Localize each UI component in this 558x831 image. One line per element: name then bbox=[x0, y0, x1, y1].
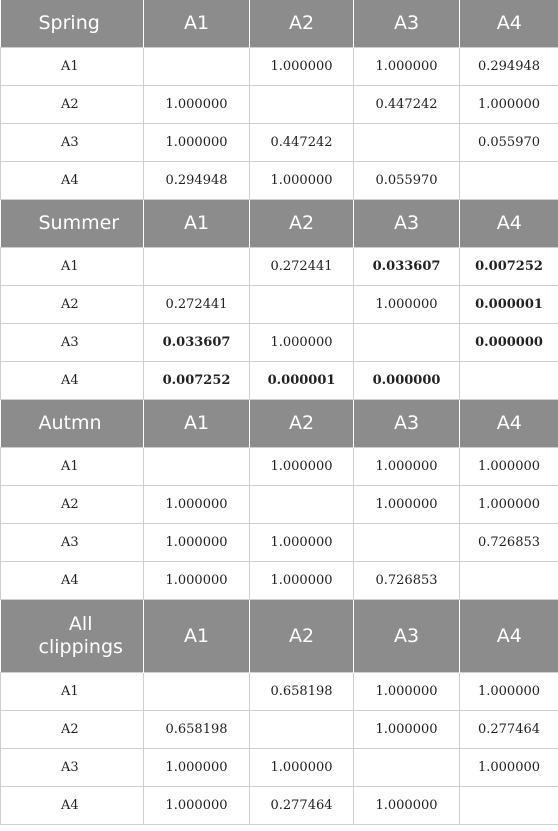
table-row bbox=[1, 673, 558, 711]
row-label: A3 bbox=[1, 124, 144, 162]
section-title-line: clippings bbox=[38, 636, 123, 658]
p-value-cell bbox=[144, 48, 250, 86]
row-label: A4 bbox=[1, 162, 144, 200]
table-row bbox=[1, 562, 558, 600]
column-header: A1 bbox=[144, 400, 250, 448]
p-value-cell: 0.033607 bbox=[144, 324, 250, 362]
column-header: A3 bbox=[354, 200, 460, 248]
p-value-cell: 0.277464 bbox=[460, 711, 558, 749]
row-label: A4 bbox=[1, 362, 144, 400]
p-value-cell: 1.000000 bbox=[250, 448, 354, 486]
column-header: A2 bbox=[250, 200, 354, 248]
p-value-cell: 0.447242 bbox=[354, 86, 460, 124]
section-title-line: All bbox=[68, 613, 93, 635]
column-header: A2 bbox=[250, 400, 354, 448]
p-value-cell: 0.294948 bbox=[460, 48, 558, 86]
section-header-row bbox=[1, 600, 558, 673]
row-label: A4 bbox=[1, 562, 144, 600]
row-label: A2 bbox=[1, 486, 144, 524]
p-value-cell bbox=[250, 86, 354, 124]
p-value-cell: 0.658198 bbox=[144, 711, 250, 749]
p-value-cell: 0.272441 bbox=[250, 248, 354, 286]
p-value-cell: 0.726853 bbox=[460, 524, 558, 562]
p-value-cell: 1.000000 bbox=[460, 673, 558, 711]
p-value-cell: 0.277464 bbox=[250, 787, 354, 825]
p-value-cell: 0.055970 bbox=[354, 162, 460, 200]
p-value-cell: 1.000000 bbox=[354, 48, 460, 86]
p-value-cell bbox=[144, 448, 250, 486]
p-value-cell: 1.000000 bbox=[460, 86, 558, 124]
row-label: A3 bbox=[1, 524, 144, 562]
table-row bbox=[1, 448, 558, 486]
section-title: Spring bbox=[1, 0, 144, 48]
p-value-cell: 1.000000 bbox=[250, 324, 354, 362]
p-value-cell: 1.000000 bbox=[354, 711, 460, 749]
column-header: A4 bbox=[460, 600, 558, 673]
p-value-cell: 1.000000 bbox=[354, 673, 460, 711]
section-header-row bbox=[1, 400, 558, 448]
row-label: A4 bbox=[1, 787, 144, 825]
p-value-cell: 0.000000 bbox=[460, 324, 558, 362]
table-row bbox=[1, 362, 558, 400]
column-header: A1 bbox=[144, 200, 250, 248]
row-label: A2 bbox=[1, 286, 144, 324]
table-row bbox=[1, 48, 558, 86]
p-value-cell: 1.000000 bbox=[460, 486, 558, 524]
p-value-cell: 1.000000 bbox=[144, 124, 250, 162]
p-value-cell: 0.447242 bbox=[250, 124, 354, 162]
p-value-cell bbox=[354, 124, 460, 162]
p-value-cell bbox=[250, 711, 354, 749]
p-value-cell: 0.055970 bbox=[460, 124, 558, 162]
table-row bbox=[1, 162, 558, 200]
row-label: A1 bbox=[1, 248, 144, 286]
p-value-cell bbox=[460, 562, 558, 600]
column-header: A3 bbox=[354, 400, 460, 448]
table-row bbox=[1, 286, 558, 324]
table-row bbox=[1, 486, 558, 524]
p-value-cell: 1.000000 bbox=[144, 524, 250, 562]
table-row bbox=[1, 248, 558, 286]
p-value-cell: 0.272441 bbox=[144, 286, 250, 324]
p-value-cell bbox=[460, 787, 558, 825]
table-row bbox=[1, 711, 558, 749]
table-row bbox=[1, 749, 558, 787]
table-row bbox=[1, 324, 558, 362]
p-value-cell: 1.000000 bbox=[144, 86, 250, 124]
p-value-cell: 0.007252 bbox=[144, 362, 250, 400]
row-label: A2 bbox=[1, 711, 144, 749]
section-header-row bbox=[1, 0, 558, 48]
column-header: A3 bbox=[354, 600, 460, 673]
column-header: A2 bbox=[250, 600, 354, 673]
p-value-cell: 1.000000 bbox=[144, 749, 250, 787]
table-row bbox=[1, 86, 558, 124]
p-value-cell: 1.000000 bbox=[250, 48, 354, 86]
p-value-cell: 1.000000 bbox=[144, 486, 250, 524]
p-value-cell bbox=[144, 673, 250, 711]
column-header: A2 bbox=[250, 0, 354, 48]
p-value-cell bbox=[250, 286, 354, 324]
p-value-cell: 1.000000 bbox=[460, 448, 558, 486]
p-value-cell bbox=[460, 362, 558, 400]
column-header: A1 bbox=[144, 0, 250, 48]
p-value-cell: 0.294948 bbox=[144, 162, 250, 200]
row-label: A2 bbox=[1, 86, 144, 124]
p-value-cell: 1.000000 bbox=[354, 286, 460, 324]
p-value-cell: 1.000000 bbox=[250, 749, 354, 787]
section-title-lines bbox=[39, 613, 123, 659]
section-title: Autmn bbox=[1, 400, 144, 448]
p-value-cell bbox=[354, 524, 460, 562]
p-value-cell: 1.000000 bbox=[144, 787, 250, 825]
p-value-cell: 1.000000 bbox=[250, 524, 354, 562]
p-value-cell: 0.000001 bbox=[250, 362, 354, 400]
p-value-cell: 1.000000 bbox=[354, 448, 460, 486]
p-value-cell: 0.000001 bbox=[460, 286, 558, 324]
row-label: A3 bbox=[1, 749, 144, 787]
p-value-cell bbox=[250, 486, 354, 524]
p-value-cell bbox=[354, 749, 460, 787]
row-label: A1 bbox=[1, 673, 144, 711]
p-value-cell: 1.000000 bbox=[460, 749, 558, 787]
p-value-cell: 1.000000 bbox=[250, 162, 354, 200]
p-value-cell: 0.658198 bbox=[250, 673, 354, 711]
p-value-cell bbox=[144, 248, 250, 286]
p-value-cell bbox=[354, 324, 460, 362]
section-header-row bbox=[1, 200, 558, 248]
column-header: A4 bbox=[460, 0, 558, 48]
table-row bbox=[1, 787, 558, 825]
row-label: A3 bbox=[1, 324, 144, 362]
p-value-cell: 1.000000 bbox=[144, 562, 250, 600]
section-title bbox=[1, 600, 144, 673]
p-value-cell: 1.000000 bbox=[354, 486, 460, 524]
section-title: Summer bbox=[1, 200, 144, 248]
row-label: A1 bbox=[1, 448, 144, 486]
p-value-cell: 0.000000 bbox=[354, 362, 460, 400]
column-header: A1 bbox=[144, 600, 250, 673]
column-header: A4 bbox=[460, 200, 558, 248]
p-value-cell: 1.000000 bbox=[354, 787, 460, 825]
row-label: A1 bbox=[1, 48, 144, 86]
p-value-cell bbox=[460, 162, 558, 200]
p-value-cell: 0.033607 bbox=[354, 248, 460, 286]
p-value-cell: 0.007252 bbox=[460, 248, 558, 286]
column-header: A4 bbox=[460, 400, 558, 448]
table-row bbox=[1, 524, 558, 562]
table-row bbox=[1, 124, 558, 162]
column-header: A3 bbox=[354, 0, 460, 48]
p-value-cell: 0.726853 bbox=[354, 562, 460, 600]
p-value-cell: 1.000000 bbox=[250, 562, 354, 600]
